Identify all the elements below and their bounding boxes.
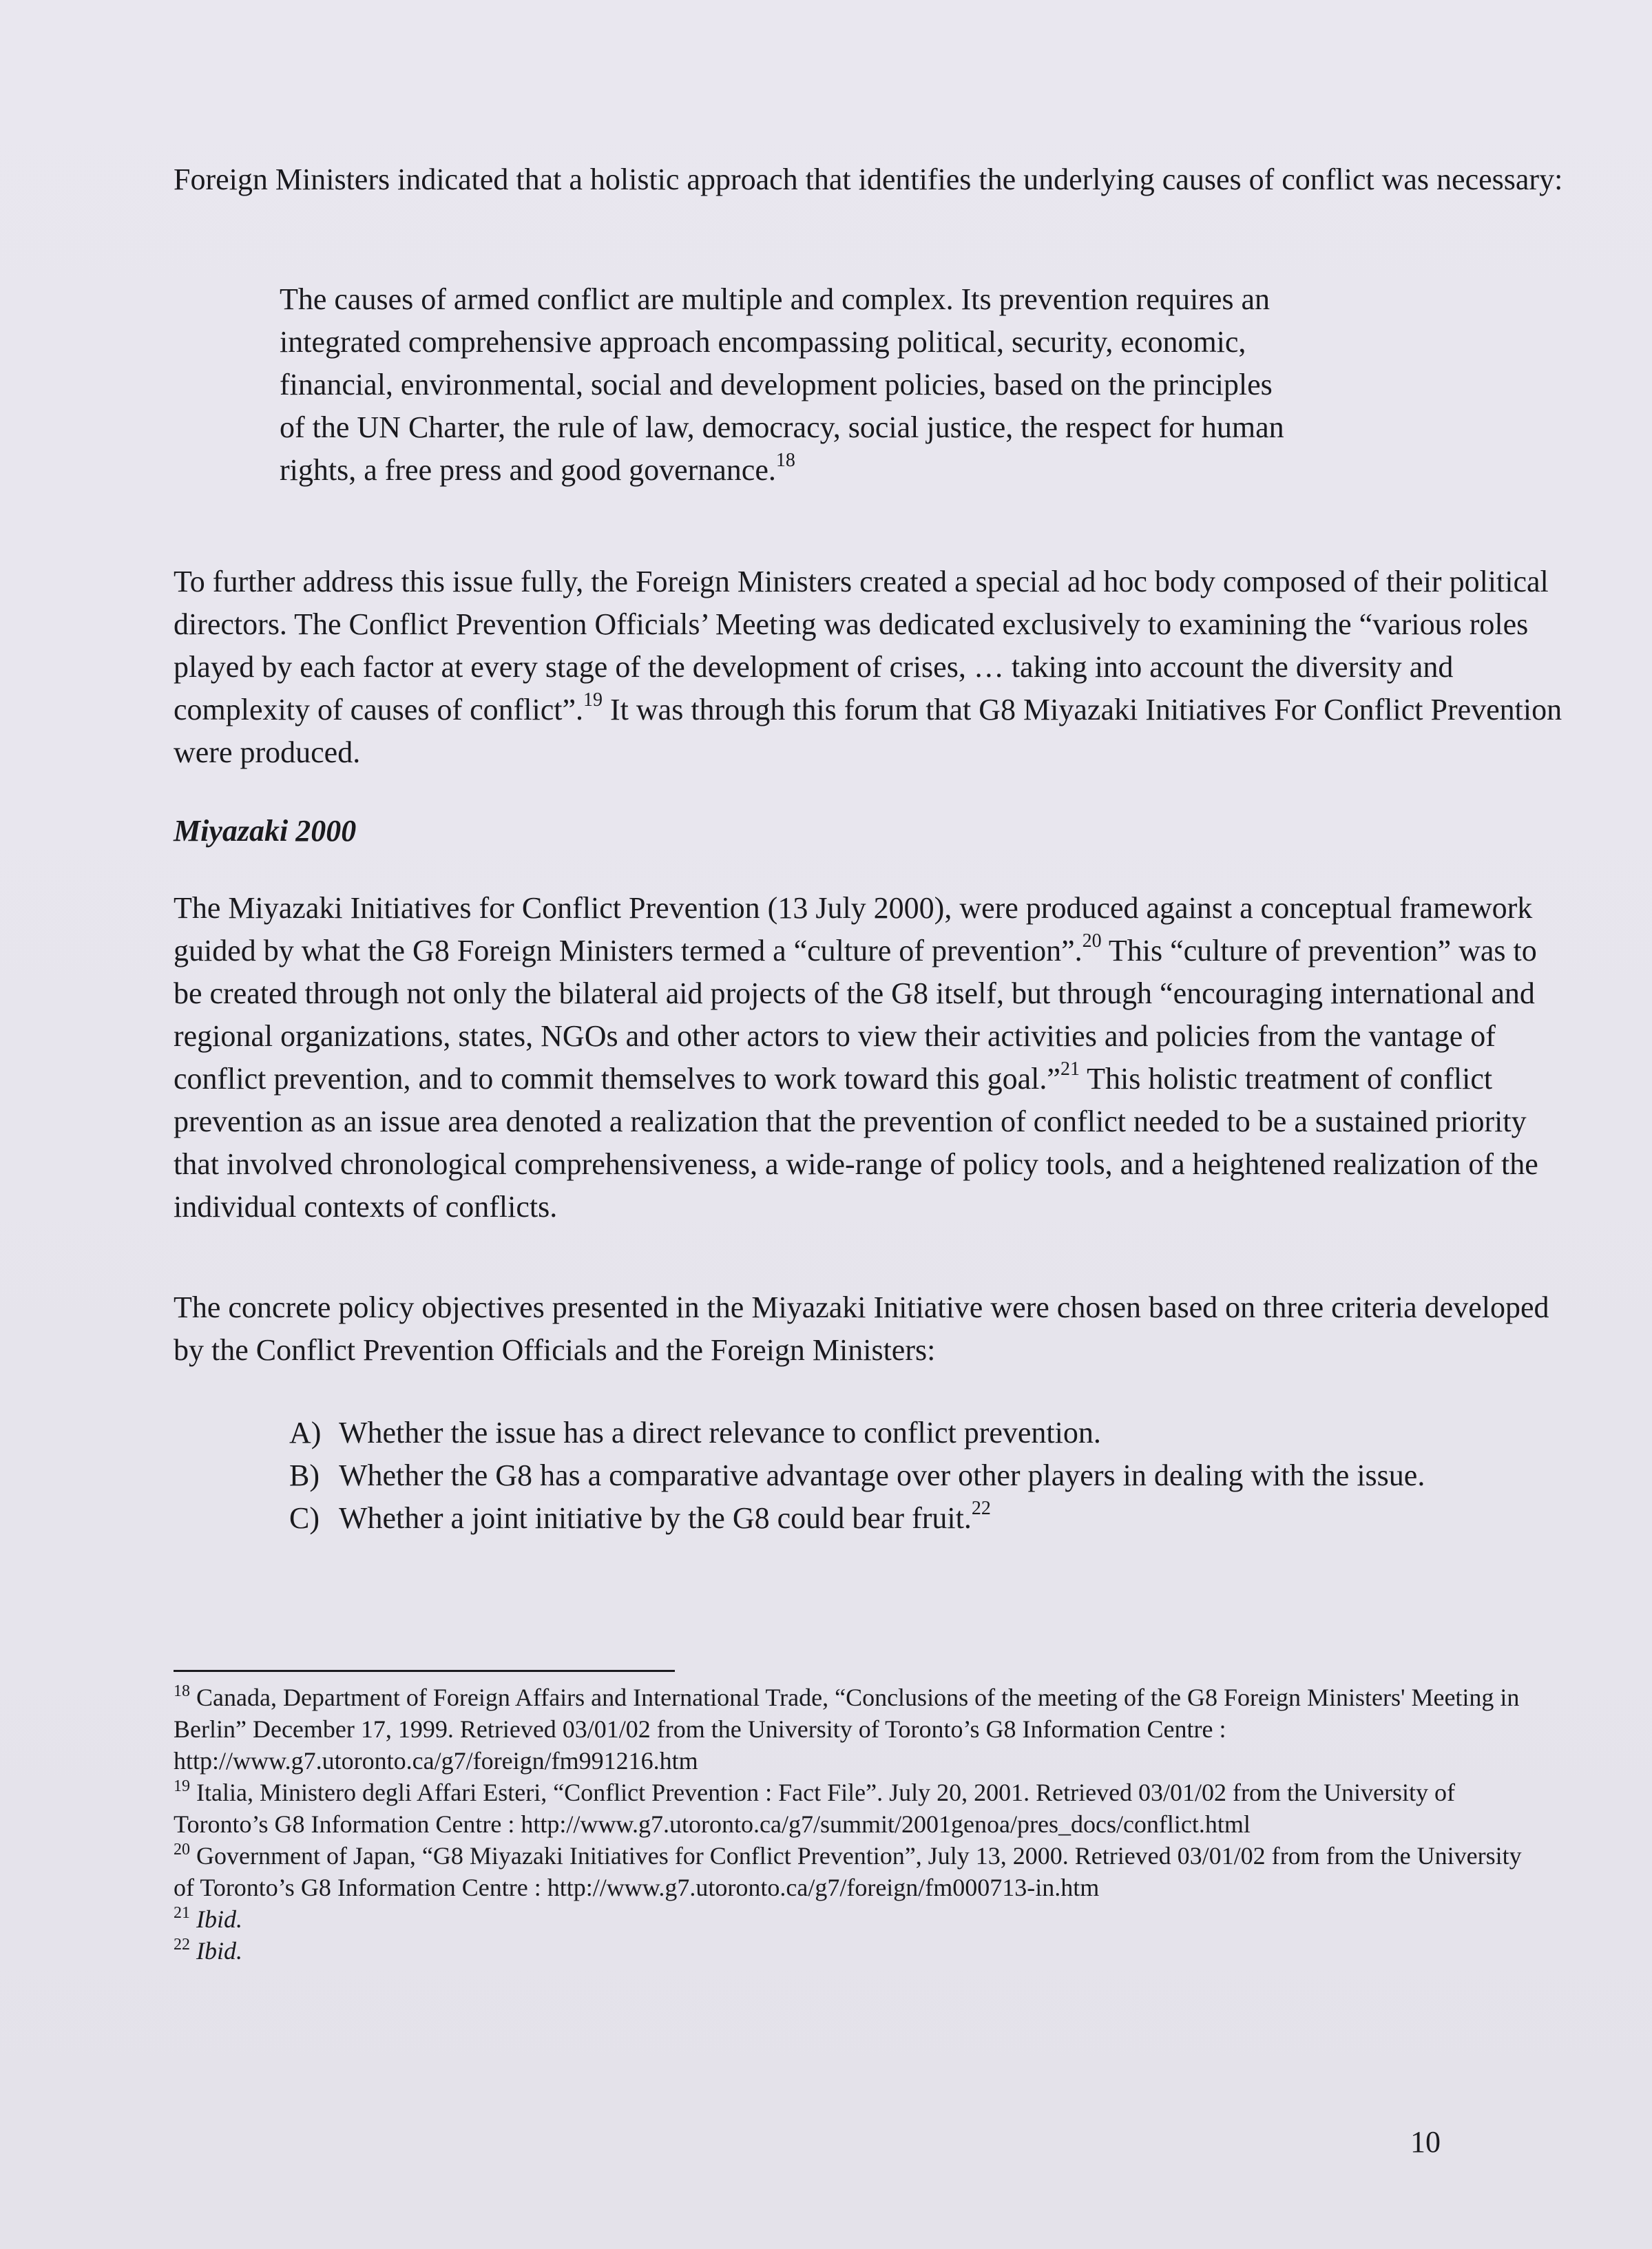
footnote-ref-19: 19: [583, 689, 603, 711]
paragraph-3-body: [174, 887, 1565, 1228]
paragraph-2-text-a: To further address this issue fully, the Foreign Ministers created a special ad hoc body composed of their political directors. The Conflict Prevention Officials’ Meeting was dedicated exclusively to examining the “various roles played by each factor at every stage of the development of crises, … taking into account the diversity and complexity of causes of conflict”.: [174, 565, 1549, 726]
criteria-letter: A): [289, 1416, 322, 1450]
footnote-20: [174, 1840, 1537, 1903]
block-quote: [280, 278, 1285, 492]
footnote-19: [174, 1777, 1537, 1840]
paragraph-3-text-a: The Miyazaki Initiatives for Conflict Prevention (13 July 2000), were produced against a conceptual framework guided by what the G8 Foreign Ministers termed a “culture of prevention”.: [174, 891, 1533, 967]
footnote-number: 22: [174, 1936, 190, 1954]
block-quote-paragraph: [280, 278, 1285, 492]
criteria-letter: C): [289, 1501, 320, 1535]
paragraph-4: [174, 1286, 1565, 1372]
criteria-item-a: [289, 1412, 1536, 1454]
criteria-text-wrap: [339, 1454, 1536, 1497]
paragraph-3-text-b: This “culture of prevention” was to be created through not only the bilateral aid projects of the G8 itself, but through “encouraging international and regional organizations, states, NGOs and other actors to view their activities and policies from the vantage of conflict prevention, and to commit themselves to work toward this goal.”: [174, 934, 1537, 1096]
footnote-number: 21: [174, 1904, 190, 1922]
criteria-text-wrap: [339, 1497, 1536, 1540]
footnote-number: 20: [174, 1841, 190, 1859]
footnote-ref-21: 21: [1060, 1058, 1080, 1080]
criteria-item-c: [289, 1497, 1536, 1540]
paragraph-2-body: [174, 561, 1565, 774]
footnote-text: Government of Japan, “G8 Miyazaki Initiatives for Conflict Prevention”, July 13, 2000. Retrieved 03/01/02 from from the University of Toronto’s G8 Information Centre : http://www.g7.utoronto.ca/g7/foreign/fm000713-in.htm: [174, 1842, 1522, 1901]
intro-paragraph: [174, 158, 1565, 201]
footnote-text: Ibid.: [196, 1937, 242, 1965]
criteria-text: Whether a joint initiative by the G8 could bear fruit.: [339, 1501, 972, 1535]
criteria-letter: B): [289, 1458, 320, 1492]
block-quote-text: The causes of armed conflict are multiple and complex. Its prevention requires an integrated comprehensive approach encompassing political, security, economic, financial, environmental, social and development policies, based on the principles of the UN Charter, the rule of law, democracy, social justice, the respect for human rights, a free press and good governance.: [280, 282, 1284, 487]
footnote-ref-22: 22: [971, 1498, 991, 1519]
footnote-ref-20: 20: [1082, 930, 1102, 952]
footnote-number: 18: [174, 1682, 190, 1700]
criteria-text: Whether the G8 has a comparative advantage over other players in dealing with the issue.: [339, 1458, 1425, 1492]
footnote-22: [174, 1935, 1537, 1967]
paragraph-4-text: The concrete policy objectives presented in the Miyazaki Initiative were chosen based on three criteria developed by the Conflict Prevention Officials and the Foreign Ministers:: [174, 1290, 1549, 1367]
paragraph-3-text-c: This holistic treatment of conflict prevention as an issue area denoted a realization that the prevention of conflict needed to be a sustained priority that involved chronological comprehensiveness, a wide-range of policy tools, and a heightened realization of the individual contexts of conflicts.: [174, 1062, 1538, 1224]
footnote-text: Canada, Department of Foreign Affairs and International Trade, “Conclusions of the meeting of the G8 Foreign Ministers' Meeting in Berlin” December 17, 1999. Retrieved 03/01/02 from the University of Toronto’s G8 Information Centre : http://www.g7.utoronto.ca/g7/foreign/fm991216.htm: [174, 1684, 1520, 1775]
intro-paragraph-text: Foreign Ministers indicated that a holistic approach that identifies the underlying causes of conflict was necessary:: [174, 163, 1563, 196]
criteria-text-wrap: [339, 1412, 1536, 1454]
section-heading: Miyazaki 2000: [174, 814, 357, 848]
footnote-text: Ibid.: [196, 1905, 242, 1933]
footnote-number: 19: [174, 1777, 190, 1795]
page-number: 10: [1410, 2125, 1441, 2159]
footnote-text: Italia, Ministero degli Affari Esteri, “Conflict Prevention : Fact File”. July 20, 2001. Retrieved 03/01/02 from the University of Toronto’s G8 Information Centre : http://www.g7.utoronto.ca/g7/summit/2001genoa/pres_docs/conflict.html: [174, 1779, 1455, 1838]
paragraph-2-text-b: It was through this forum that G8 Miyazaki Initiatives For Conflict Prevention were produced.: [174, 693, 1562, 769]
paragraph-3: [174, 887, 1565, 1228]
footnote-21: [174, 1903, 1537, 1935]
criteria-text: Whether the issue has a direct relevance to conflict prevention.: [339, 1416, 1101, 1450]
footnote-18: [174, 1682, 1537, 1777]
paragraph-2: [174, 561, 1565, 774]
criteria-item-b: [289, 1454, 1536, 1497]
footnote-separator: [174, 1670, 675, 1672]
criteria-list: [289, 1412, 1536, 1540]
footnote-ref-18: 18: [775, 450, 795, 471]
footnotes: [174, 1682, 1537, 1967]
